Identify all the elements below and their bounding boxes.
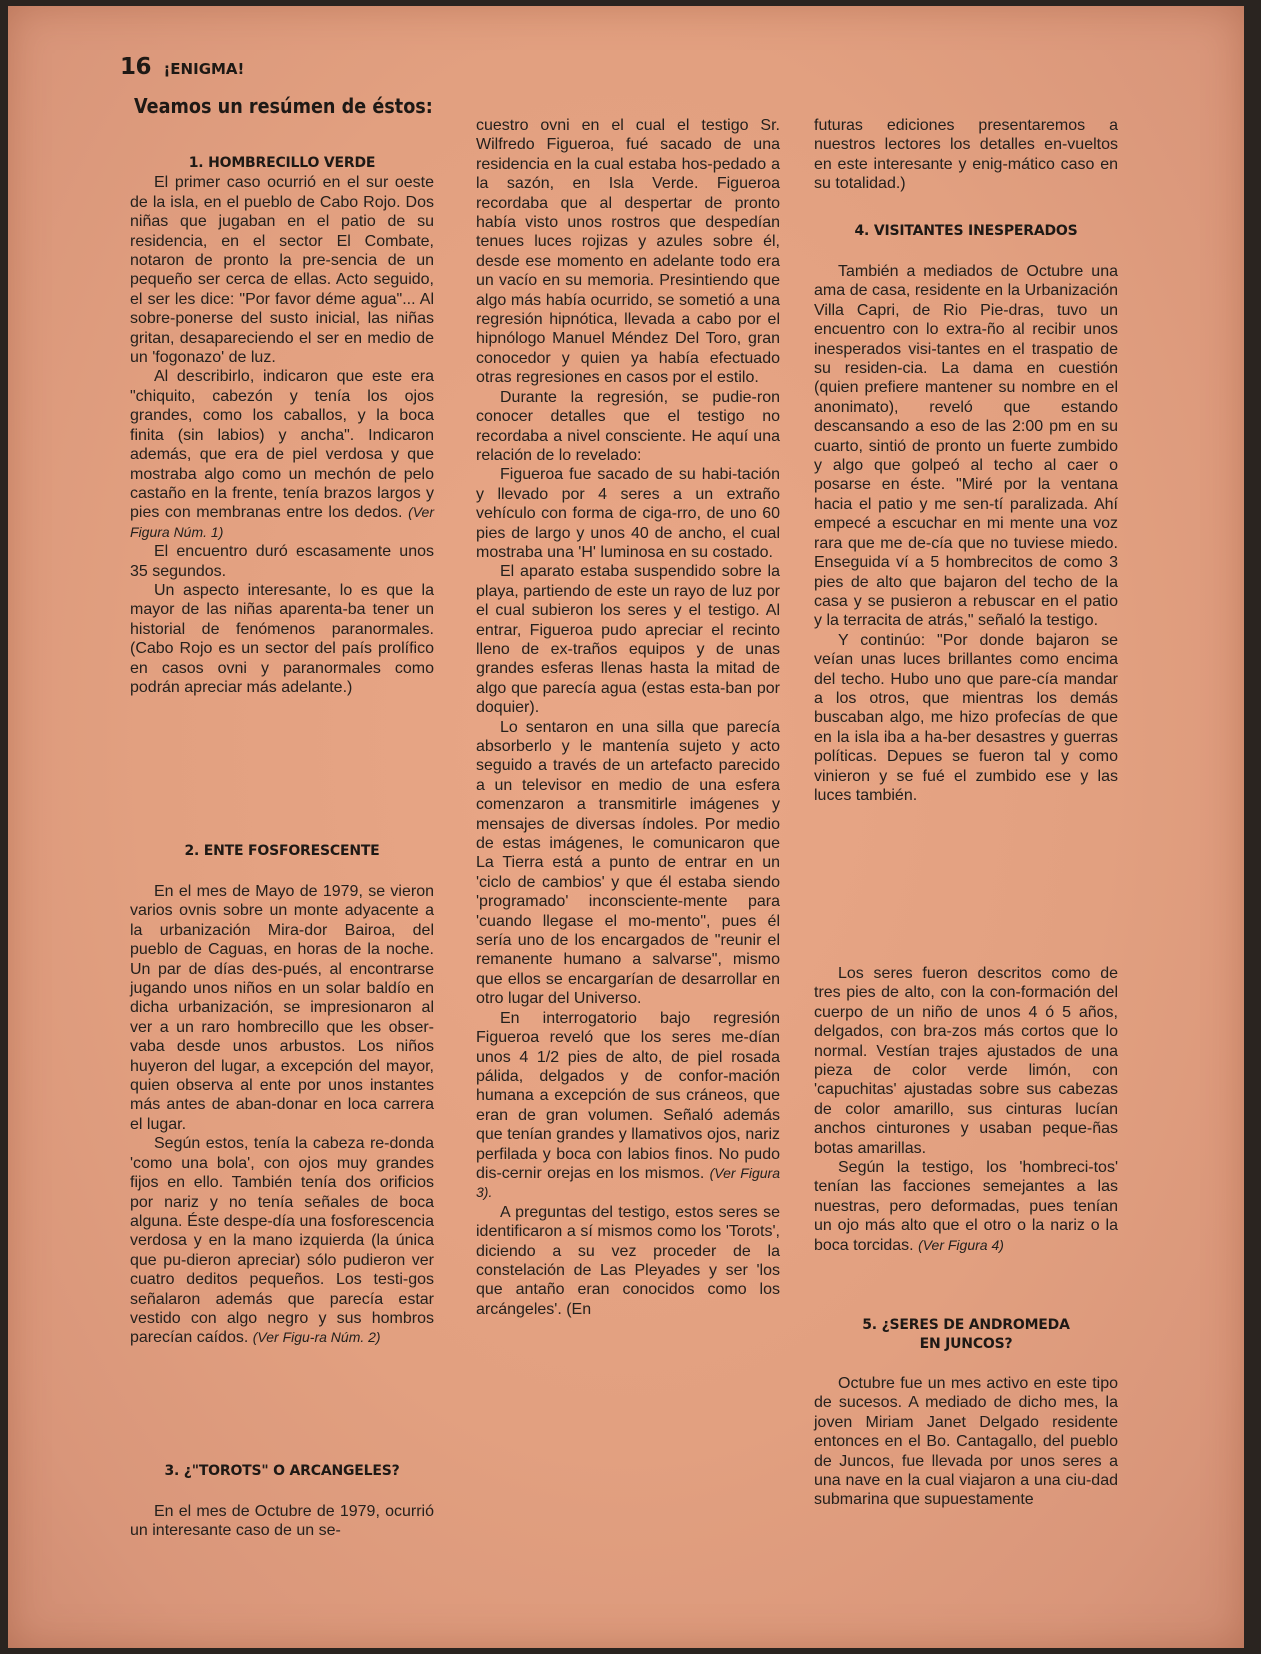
paragraph: El primer caso ocurrió en el sur oeste de la isla, en el pueblo de Cabo Rojo. Dos niñas que jugaban en el patio de su residencia, en el sector El Combate, notaron de pronto la pre-sencia de un pequeño ser cerca de ellas. Acto seguido, el ser les dice: "Por favor déme agua"... Al sobre-ponerse del susto inicial, las niñas gritan, desapareciendo el ser en medio de un 'fogonazo' de luz. xyxy=(130,174,434,367)
magazine-page xyxy=(8,6,1244,1648)
paragraph: En interrogatorio bajo regresión Figueroa reveló que los seres me-dían unos 4 1/2 pies de alto, de piel rosada pálida, delgados y de confor-mación humana a excepción de sus cráneos, que eran de gran volumen. Señaló además que tenían grandes y llamativos ojos, nariz perfilada y boca con labios finos. No pudo dis-cernir orejas en los mismos. (Ver Figura 3). xyxy=(476,1009,780,1201)
figure-reference: (Ver Figu-ra Núm. 2) xyxy=(252,1329,381,1346)
paragraph: Los seres fueron descritos como de tres pies de alto, con la con-formación del cuerpo de un niño de unos 4 ó 5 años, delgados, con bra-zos más cortos que lo normal. Vestían trajes ajustados de una pieza de color verde limón, con 'capuchitas' ajustadas sobre sus cabezas de color amarillo, sus cinturas lucían anchos cinturones y usaban peque-ñas botas amarillas. xyxy=(814,965,1118,1157)
magazine-name: ¡ENIGMA! xyxy=(163,60,245,78)
paragraph: Al describirlo, indicaron que este era "chiquito, cabezón y tenía los ojos grandes, como los caballos, y la boca finita (sin labios) y ancha". Indicaron además, que era de piel verdosa y que mostraba algo como un mechón de pelo castaño en la frente, tenía brazos largos y pies con membranas entre los dedos. (Ver Figura Núm. 1) xyxy=(130,368,434,540)
figure-reference: (Ver Figura Núm. 1) xyxy=(130,504,434,540)
page-number: 16 xyxy=(120,54,152,80)
paragraph: Un aspecto interesante, lo es que la mayor de las niñas aparenta-ba tener un historial de fenómenos paranormales. (Cabo Rojo es un sector del país prolífico en casos ovni y paranormales como podrán apreciar más adelante.) xyxy=(130,581,434,696)
paragraph: futuras ediciones presentaremos a nuestros lectores los detalles en-vueltos en este interesante y enig-mático caso en su totalidad.) xyxy=(814,117,1118,193)
paragraph: Octubre fue un mes activo en este tipo de sucesos. A mediado de dicho mes, la joven Miriam Janet Delgado residente entonces en el Bo. Cantagallo, del pueblo de Juncos, fue llevada por unos seres a una nave en la cual viajaron a una ciu-dad submarina que supuestamente xyxy=(814,1375,1118,1509)
section-1-title: 1. HOMBRECILLO VERDE xyxy=(188,155,376,171)
paragraph: Según estos, tenía la cabeza re-donda 'como una bola', con ojos muy grandes fijos en ello. También tenía dos orificios por nariz y no tenía señales de boca alguna. Éste despe-día una fosforescencia verdosa y en la mano izquierda (la única que pu-dieron apreciar) sólo pudieron ver cuatro deditos pequeños. Los testi-gos señalaron además que parecía estar vestido con algo negro y sus hombros parecían caídos. (Ver Figu-ra Núm. 2) xyxy=(130,1135,434,1347)
page-header xyxy=(120,54,244,80)
paragraph: Y continúo: "Por donde bajaron se veían unas luces brillantes como encima del techo. Hubo uno que pare-cía mandar a los otros, que mientras los demás buscaban algo, me hizo profecías de que en la isla iba a ha-ber desastres y guerras políticas. Depues se fueron tal y como vinieron y se fué el zumbido ese y las luces también. xyxy=(814,631,1118,804)
paragraph: El aparato estaba suspendido sobre la playa, partiendo de este un rayo de luz por el cual subieron los seres y el testigo. Al entrar, Figueroa pudo apreciar el recinto lleno de ex-traños equipos y de unas grandes esferas llenas hasta la mitad de algo que parecía agua (estas esta-ban por doquier). xyxy=(476,563,780,717)
section-2-title: 2. ENTE FOSFORESCENTE xyxy=(184,843,380,859)
section-5-title: 5. ¿SERES DE ANDROMEDA EN JUNCOS? xyxy=(862,1317,1070,1353)
paragraph: En el mes de Octubre de 1979, ocurrió un interesante caso de un se- xyxy=(130,1503,434,1540)
paragraph: Figueroa fue sacado de su habi-tación y llevado por 4 seres a un extraño vehículo con forma de ciga-rro, de uno 60 pies de largo y unos 40 de ancho, el cual mostraba una 'H' luminosa en su costado. xyxy=(476,466,780,561)
intro-heading: Veamos un resúmen de éstos: xyxy=(134,94,433,118)
paragraph: También a mediados de Octubre una ama de casa, residente en la Urbanización Villa Capri, de Rio Pie-dras, tuvo un encuentro con lo extra-ño al recibir unos inesperados visi-tantes en el traspatio de su residen-cia. La dama en cuestión (quien prefiere mantener su nombre en el anonimato), reveló que estando descansando a eso de las 2:00 pm en su cuarto, sintió de pronto un fuerte zumbido y algo que golpeó al techo al caer o posarse en éste. "Miré por la ventana hacia el patio y me sen-tí paralizada. Ahí empecé a escuchar en mi mente una voz rara que me de-cía que no tuviese miedo. Enseguida ví a 5 hombrecitos de como 3 pies de alto que bajaron del techo de la casa y se pusieron a rebuscar en el patio y la terracita de atrás," señaló la testigo. xyxy=(814,263,1118,630)
section-3-title: 3. ¿"TOROTS" O ARCANGELES? xyxy=(164,1463,400,1479)
section-4-title: 4. VISITANTES INESPERADOS xyxy=(854,223,1078,239)
figure-reference: (Ver Figura 3). xyxy=(476,1164,780,1201)
paragraph: Según la testigo, los 'hombreci-tos' tenían las facciones semejantes a las nuestras, pero deformadas, pues tenían un ojo más alto que el otro o la nariz o la boca torcidas. (Ver Figura 4) xyxy=(814,1159,1118,1254)
paragraph: A preguntas del testigo, estos seres se identificaron a sí mismos como los 'Torots', diciendo a su vez proceder de la constelación de Las Pleyades y ser 'los que antaño eran conocidos como los arcángeles'. (En xyxy=(476,1203,780,1318)
paragraph: Durante la regresión, se pudie-ron conocer detalles que el testigo no recordaba a nivel consciente. He aquí una relación de lo revelado: xyxy=(476,388,780,464)
paragraph: cuestro ovni en el cual el testigo Sr. Wilfredo Figueroa, fué sacado de una residencia en la cual estaba hos-pedado a la sazón, en Isla Verde. Figueroa recordaba que al despertar de pronto había visto unos rostros que despedían tenues luces rojizas y azules sobre él, desde ese momento en adelante todo era un vacío en su memoria. Presintiendo que algo más había ocurrido, se sometió a una regresión hipnótica, llevada a cabo por el hipnólogo Manuel Méndez Del Toro, gran conocedor y quien ya había efectuado otras regresiones en casos por el estilo. xyxy=(476,117,780,387)
paragraph: En el mes de Mayo de 1979, se vieron varios ovnis sobre un monte adyacente a la urbanización Mira-dor Bairoa, del pueblo de Caguas, en horas de la noche. Un par de días des-pués, al encontrarse jugando unos niños en un solar baldío en dicha urbanización, se impresionaron al ver a un raro hombrecillo que les obser-vaba desde unos arbustos. Los niños huyeron del lugar, a excepción del mayor, quien observa al ente por unos instantes más antes de aban-donar en loca carrera el lugar. xyxy=(130,883,434,1133)
paragraph: El encuentro duró escasamente unos 35 segundos. xyxy=(130,543,434,580)
paragraph: Lo sentaron en una silla que parecía absorberlo y le mantenía sujeto y acto seguido a través de un artefacto parecido a un televisor en medio de una esfera comenzaron a transmitirle imágenes y mensajes de diversas índoles. Por medio de estas imágenes, le comunicaron que La Tierra está a punto de entrar en un 'ciclo de cambios' y que él estaba siendo 'programado' inconsciente-mente para 'cuando llegase el mo-mento", pues él sería uno de los encargados de "reunir el remanente humano a salvarse", mismo que ellos se encargarían de desarrollar en otro lugar del Universo. xyxy=(476,718,780,1008)
figure-reference: (Ver Figura 4) xyxy=(918,1236,1004,1253)
